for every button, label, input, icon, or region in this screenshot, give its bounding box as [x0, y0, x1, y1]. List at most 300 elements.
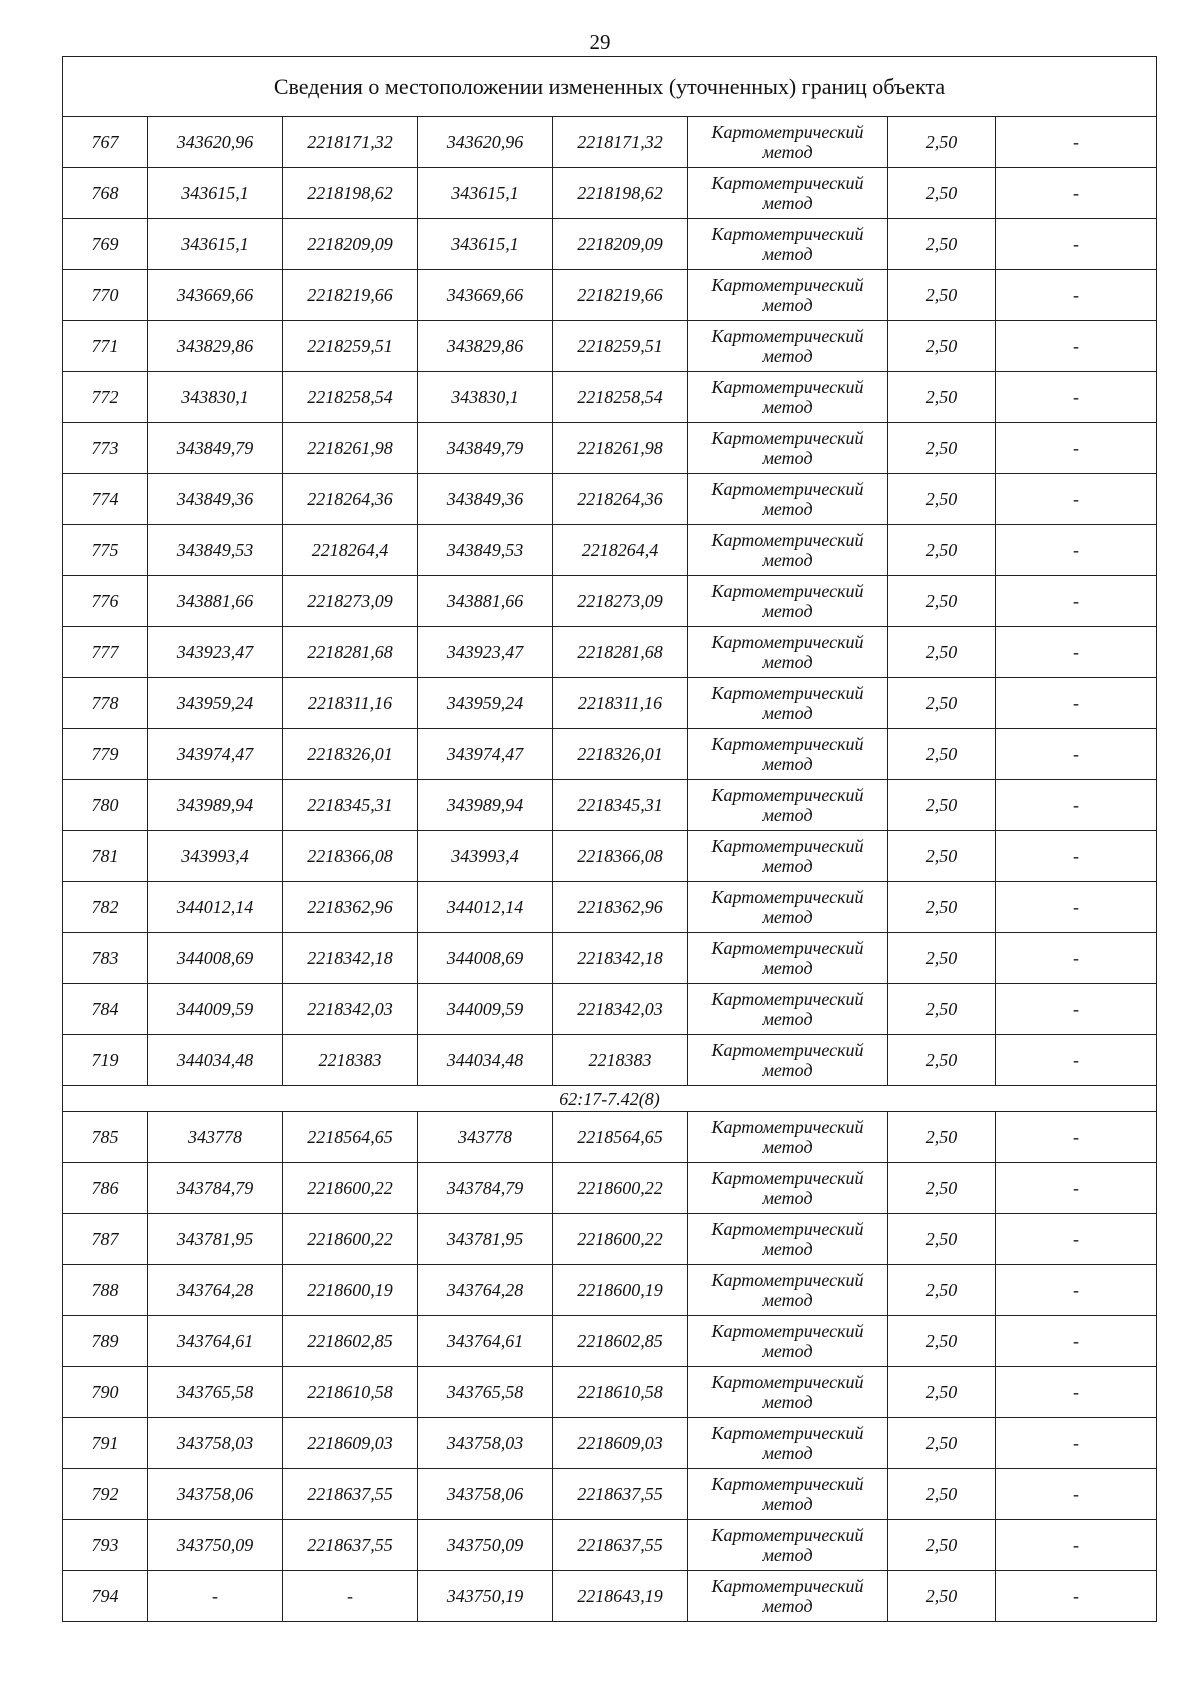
table-row — [63, 1214, 1157, 1265]
y-refined-cell: 2218564,65 — [553, 1112, 688, 1163]
note-cell: - — [996, 933, 1157, 984]
x-refined-cell: 343764,61 — [418, 1316, 553, 1367]
accuracy-cell: 2,50 — [888, 219, 996, 270]
note-cell: - — [996, 423, 1157, 474]
table-row — [63, 780, 1157, 831]
method-line-2: метод — [762, 907, 813, 927]
table-row — [63, 1571, 1157, 1622]
x-refined-cell: 343758,06 — [418, 1469, 553, 1520]
x-existing-cell: 343849,79 — [148, 423, 283, 474]
y-existing-cell: 2218311,16 — [283, 678, 418, 729]
x-existing-cell: - — [148, 1571, 283, 1622]
accuracy-cell: 2,50 — [888, 1418, 996, 1469]
x-existing-cell: 343615,1 — [148, 219, 283, 270]
point-number-cell: 788 — [63, 1265, 148, 1316]
method-cell — [688, 933, 888, 984]
point-number-cell: 782 — [63, 882, 148, 933]
note-cell: - — [996, 270, 1157, 321]
table-row — [63, 1367, 1157, 1418]
table-row — [63, 423, 1157, 474]
method-cell — [688, 168, 888, 219]
x-existing-cell: 344008,69 — [148, 933, 283, 984]
accuracy-cell: 2,50 — [888, 1469, 996, 1520]
point-number-cell: 767 — [63, 117, 148, 168]
method-line-1: Картометрический — [711, 785, 864, 805]
point-number-cell: 719 — [63, 1035, 148, 1086]
y-existing-cell: 2218637,55 — [283, 1469, 418, 1520]
y-refined-cell: 2218602,85 — [553, 1316, 688, 1367]
accuracy-cell: 2,50 — [888, 1035, 996, 1086]
x-refined-cell: 343784,79 — [418, 1163, 553, 1214]
y-refined-cell: 2218637,55 — [553, 1520, 688, 1571]
y-refined-cell: 2218362,96 — [553, 882, 688, 933]
y-refined-cell: 2218264,4 — [553, 525, 688, 576]
y-refined-cell: 2218258,54 — [553, 372, 688, 423]
accuracy-cell: 2,50 — [888, 1265, 996, 1316]
method-line-1: Картометрический — [711, 377, 864, 397]
method-line-1: Картометрический — [711, 632, 864, 652]
x-refined-cell: 343829,86 — [418, 321, 553, 372]
note-cell: - — [996, 474, 1157, 525]
point-number-cell: 770 — [63, 270, 148, 321]
method-line-1: Картометрический — [711, 1168, 864, 1188]
note-cell: - — [996, 1214, 1157, 1265]
method-line-2: метод — [762, 550, 813, 570]
note-cell: - — [996, 1112, 1157, 1163]
method-cell — [688, 270, 888, 321]
x-refined-cell: 343849,79 — [418, 423, 553, 474]
x-refined-cell: 343959,24 — [418, 678, 553, 729]
table-row — [63, 1265, 1157, 1316]
accuracy-cell: 2,50 — [888, 1571, 996, 1622]
method-cell — [688, 525, 888, 576]
table-row — [63, 576, 1157, 627]
method-line-1: Картометрический — [711, 1474, 864, 1494]
note-cell: - — [996, 984, 1157, 1035]
x-existing-cell: 343764,61 — [148, 1316, 283, 1367]
x-existing-cell: 343881,66 — [148, 576, 283, 627]
method-line-2: метод — [762, 295, 813, 315]
method-line-2: метод — [762, 1137, 813, 1157]
accuracy-cell: 2,50 — [888, 627, 996, 678]
method-line-2: метод — [762, 499, 813, 519]
note-cell: - — [996, 627, 1157, 678]
note-cell: - — [996, 729, 1157, 780]
method-line-1: Картометрический — [711, 1525, 864, 1545]
y-existing-cell: 2218362,96 — [283, 882, 418, 933]
y-existing-cell: 2218602,85 — [283, 1316, 418, 1367]
x-refined-cell: 344009,59 — [418, 984, 553, 1035]
point-number-cell: 779 — [63, 729, 148, 780]
accuracy-cell: 2,50 — [888, 933, 996, 984]
y-refined-cell: 2218273,09 — [553, 576, 688, 627]
table-row — [63, 984, 1157, 1035]
point-number-cell: 774 — [63, 474, 148, 525]
method-line-2: метод — [762, 1290, 813, 1310]
note-cell: - — [996, 576, 1157, 627]
method-cell — [688, 372, 888, 423]
method-line-1: Картометрический — [711, 479, 864, 499]
method-cell — [688, 1367, 888, 1418]
accuracy-cell: 2,50 — [888, 1112, 996, 1163]
method-line-2: метод — [762, 1392, 813, 1412]
x-refined-cell: 343849,53 — [418, 525, 553, 576]
y-existing-cell: 2218171,32 — [283, 117, 418, 168]
method-line-2: метод — [762, 652, 813, 672]
y-existing-cell: 2218264,36 — [283, 474, 418, 525]
table-row — [63, 1163, 1157, 1214]
accuracy-cell: 2,50 — [888, 270, 996, 321]
table-row — [63, 168, 1157, 219]
method-line-2: метод — [762, 958, 813, 978]
method-cell — [688, 321, 888, 372]
y-existing-cell: 2218342,18 — [283, 933, 418, 984]
accuracy-cell: 2,50 — [888, 525, 996, 576]
note-cell: - — [996, 1163, 1157, 1214]
point-number-cell: 786 — [63, 1163, 148, 1214]
y-existing-cell: 2218637,55 — [283, 1520, 418, 1571]
accuracy-cell: 2,50 — [888, 1163, 996, 1214]
point-number-cell: 768 — [63, 168, 148, 219]
section-header-row — [63, 1086, 1157, 1112]
x-existing-cell: 343758,03 — [148, 1418, 283, 1469]
method-cell — [688, 1214, 888, 1265]
point-number-cell: 793 — [63, 1520, 148, 1571]
x-existing-cell: 343778 — [148, 1112, 283, 1163]
method-line-2: метод — [762, 1545, 813, 1565]
x-refined-cell: 343615,1 — [418, 219, 553, 270]
method-line-2: метод — [762, 1239, 813, 1259]
note-cell: - — [996, 1035, 1157, 1086]
table-row — [63, 1418, 1157, 1469]
method-line-1: Картометрический — [711, 683, 864, 703]
x-existing-cell: 343781,95 — [148, 1214, 283, 1265]
x-existing-cell: 344012,14 — [148, 882, 283, 933]
y-refined-cell: 2218261,98 — [553, 423, 688, 474]
x-refined-cell: 343923,47 — [418, 627, 553, 678]
method-cell — [688, 729, 888, 780]
method-line-2: метод — [762, 1060, 813, 1080]
method-line-1: Картометрический — [711, 734, 864, 754]
x-existing-cell: 343849,36 — [148, 474, 283, 525]
y-refined-cell: 2218600,22 — [553, 1214, 688, 1265]
method-cell — [688, 1163, 888, 1214]
method-line-2: метод — [762, 244, 813, 264]
section-label: 62:17-7.42(8) — [63, 1086, 1157, 1112]
accuracy-cell: 2,50 — [888, 321, 996, 372]
y-existing-cell: 2218209,09 — [283, 219, 418, 270]
method-line-2: метод — [762, 448, 813, 468]
page-number: 29 — [589, 30, 611, 54]
method-cell — [688, 780, 888, 831]
point-number-cell: 784 — [63, 984, 148, 1035]
x-existing-cell: 343784,79 — [148, 1163, 283, 1214]
method-line-1: Картометрический — [711, 275, 864, 295]
table-row — [63, 270, 1157, 321]
method-line-2: метод — [762, 193, 813, 213]
x-existing-cell: 343829,86 — [148, 321, 283, 372]
method-cell — [688, 1112, 888, 1163]
method-cell — [688, 1316, 888, 1367]
point-number-cell: 789 — [63, 1316, 148, 1367]
method-cell — [688, 474, 888, 525]
y-refined-cell: 2218219,66 — [553, 270, 688, 321]
table-row — [63, 831, 1157, 882]
x-refined-cell: 343615,1 — [418, 168, 553, 219]
y-refined-cell: 2218326,01 — [553, 729, 688, 780]
y-existing-cell: 2218600,22 — [283, 1214, 418, 1265]
method-cell — [688, 984, 888, 1035]
method-cell — [688, 882, 888, 933]
method-line-2: метод — [762, 856, 813, 876]
x-refined-cell: 343620,96 — [418, 117, 553, 168]
table-row — [63, 525, 1157, 576]
method-cell — [688, 678, 888, 729]
method-line-2: метод — [762, 346, 813, 366]
table-row — [63, 1520, 1157, 1571]
table-title: Сведения о местоположении измененных (уточненных) границ объекта — [63, 57, 1157, 117]
note-cell: - — [996, 1367, 1157, 1418]
method-line-2: метод — [762, 1443, 813, 1463]
table-row — [63, 372, 1157, 423]
accuracy-cell: 2,50 — [888, 831, 996, 882]
accuracy-cell: 2,50 — [888, 474, 996, 525]
y-refined-cell: 2218345,31 — [553, 780, 688, 831]
table-title-row — [63, 57, 1157, 117]
accuracy-cell: 2,50 — [888, 1520, 996, 1571]
y-existing-cell: - — [283, 1571, 418, 1622]
note-cell: - — [996, 525, 1157, 576]
method-line-1: Картометрический — [711, 989, 864, 1009]
table-row — [63, 117, 1157, 168]
x-refined-cell: 343849,36 — [418, 474, 553, 525]
note-cell: - — [996, 1316, 1157, 1367]
accuracy-cell: 2,50 — [888, 1367, 996, 1418]
x-refined-cell: 343750,19 — [418, 1571, 553, 1622]
x-existing-cell: 343993,4 — [148, 831, 283, 882]
method-cell — [688, 1418, 888, 1469]
x-refined-cell: 343989,94 — [418, 780, 553, 831]
method-line-2: метод — [762, 703, 813, 723]
method-cell — [688, 117, 888, 168]
y-refined-cell: 2218366,08 — [553, 831, 688, 882]
point-number-cell: 777 — [63, 627, 148, 678]
x-refined-cell: 343758,03 — [418, 1418, 553, 1469]
x-refined-cell: 343669,66 — [418, 270, 553, 321]
note-cell: - — [996, 678, 1157, 729]
x-existing-cell: 343959,24 — [148, 678, 283, 729]
point-number-cell: 769 — [63, 219, 148, 270]
x-existing-cell: 343830,1 — [148, 372, 283, 423]
note-cell: - — [996, 1418, 1157, 1469]
note-cell: - — [996, 372, 1157, 423]
note-cell: - — [996, 168, 1157, 219]
y-refined-cell: 2218209,09 — [553, 219, 688, 270]
method-line-1: Картометрический — [711, 1321, 864, 1341]
note-cell: - — [996, 1571, 1157, 1622]
x-refined-cell: 343781,95 — [418, 1214, 553, 1265]
point-number-cell: 790 — [63, 1367, 148, 1418]
table-row — [63, 321, 1157, 372]
note-cell: - — [996, 117, 1157, 168]
table-row — [63, 678, 1157, 729]
point-number-cell: 792 — [63, 1469, 148, 1520]
y-refined-cell: 2218342,03 — [553, 984, 688, 1035]
y-existing-cell: 2218258,54 — [283, 372, 418, 423]
method-line-1: Картометрический — [711, 1576, 864, 1596]
x-refined-cell: 343881,66 — [418, 576, 553, 627]
x-refined-cell: 343993,4 — [418, 831, 553, 882]
method-cell — [688, 627, 888, 678]
table-row — [63, 1035, 1157, 1086]
note-cell: - — [996, 882, 1157, 933]
boundary-coordinates-table — [62, 56, 1157, 1622]
method-line-2: метод — [762, 601, 813, 621]
accuracy-cell: 2,50 — [888, 984, 996, 1035]
x-refined-cell: 344008,69 — [418, 933, 553, 984]
point-number-cell: 785 — [63, 1112, 148, 1163]
x-existing-cell: 343764,28 — [148, 1265, 283, 1316]
y-existing-cell: 2218345,31 — [283, 780, 418, 831]
method-line-1: Картометрический — [711, 1117, 864, 1137]
accuracy-cell: 2,50 — [888, 423, 996, 474]
y-existing-cell: 2218609,03 — [283, 1418, 418, 1469]
x-existing-cell: 343923,47 — [148, 627, 283, 678]
x-existing-cell: 343989,94 — [148, 780, 283, 831]
table-row — [63, 627, 1157, 678]
method-cell — [688, 576, 888, 627]
method-line-1: Картометрический — [711, 581, 864, 601]
y-refined-cell: 2218198,62 — [553, 168, 688, 219]
point-number-cell: 775 — [63, 525, 148, 576]
x-refined-cell: 343764,28 — [418, 1265, 553, 1316]
point-number-cell: 776 — [63, 576, 148, 627]
accuracy-cell: 2,50 — [888, 882, 996, 933]
method-line-1: Картометрический — [711, 1423, 864, 1443]
x-existing-cell: 343620,96 — [148, 117, 283, 168]
method-line-2: метод — [762, 805, 813, 825]
point-number-cell: 791 — [63, 1418, 148, 1469]
method-line-1: Картометрический — [711, 326, 864, 346]
x-refined-cell: 343974,47 — [418, 729, 553, 780]
x-refined-cell: 343765,58 — [418, 1367, 553, 1418]
method-line-2: метод — [762, 1596, 813, 1616]
x-existing-cell: 343758,06 — [148, 1469, 283, 1520]
y-existing-cell: 2218342,03 — [283, 984, 418, 1035]
method-line-2: метод — [762, 1009, 813, 1029]
table-row — [63, 474, 1157, 525]
method-line-2: метод — [762, 1188, 813, 1208]
accuracy-cell: 2,50 — [888, 576, 996, 627]
point-number-cell: 781 — [63, 831, 148, 882]
y-refined-cell: 2218281,68 — [553, 627, 688, 678]
x-refined-cell: 344012,14 — [418, 882, 553, 933]
note-cell: - — [996, 780, 1157, 831]
note-cell: - — [996, 1265, 1157, 1316]
x-refined-cell: 343778 — [418, 1112, 553, 1163]
point-number-cell: 783 — [63, 933, 148, 984]
method-line-1: Картометрический — [711, 1040, 864, 1060]
method-cell — [688, 1520, 888, 1571]
method-line-2: метод — [762, 754, 813, 774]
x-existing-cell: 343615,1 — [148, 168, 283, 219]
point-number-cell: 773 — [63, 423, 148, 474]
method-line-1: Картометрический — [711, 938, 864, 958]
y-refined-cell: 2218171,32 — [553, 117, 688, 168]
method-line-1: Картометрический — [711, 122, 864, 142]
note-cell: - — [996, 219, 1157, 270]
table-row — [63, 933, 1157, 984]
point-number-cell: 787 — [63, 1214, 148, 1265]
note-cell: - — [996, 321, 1157, 372]
table-body — [63, 57, 1157, 1622]
x-existing-cell: 343974,47 — [148, 729, 283, 780]
point-number-cell: 780 — [63, 780, 148, 831]
method-line-1: Картометрический — [711, 836, 864, 856]
y-existing-cell: 2218366,08 — [283, 831, 418, 882]
x-refined-cell: 343830,1 — [418, 372, 553, 423]
y-refined-cell: 2218600,19 — [553, 1265, 688, 1316]
point-number-cell: 778 — [63, 678, 148, 729]
y-refined-cell: 2218264,36 — [553, 474, 688, 525]
method-line-1: Картометрический — [711, 1219, 864, 1239]
method-cell — [688, 1035, 888, 1086]
note-cell: - — [996, 1520, 1157, 1571]
method-line-1: Картометрический — [711, 887, 864, 907]
point-number-cell: 772 — [63, 372, 148, 423]
y-existing-cell: 2218281,68 — [283, 627, 418, 678]
method-line-1: Картометрический — [711, 1270, 864, 1290]
method-line-1: Картометрический — [711, 1372, 864, 1392]
method-cell — [688, 1571, 888, 1622]
method-line-1: Картометрический — [711, 530, 864, 550]
y-existing-cell: 2218273,09 — [283, 576, 418, 627]
method-line-2: метод — [762, 397, 813, 417]
y-refined-cell: 2218610,58 — [553, 1367, 688, 1418]
x-refined-cell: 344034,48 — [418, 1035, 553, 1086]
y-existing-cell: 2218198,62 — [283, 168, 418, 219]
x-existing-cell: 344034,48 — [148, 1035, 283, 1086]
x-existing-cell: 344009,59 — [148, 984, 283, 1035]
y-refined-cell: 2218600,22 — [553, 1163, 688, 1214]
x-existing-cell: 343765,58 — [148, 1367, 283, 1418]
table-row — [63, 1469, 1157, 1520]
method-cell — [688, 423, 888, 474]
point-number-cell: 794 — [63, 1571, 148, 1622]
y-refined-cell: 2218637,55 — [553, 1469, 688, 1520]
y-refined-cell: 2218311,16 — [553, 678, 688, 729]
method-line-2: метод — [762, 142, 813, 162]
accuracy-cell: 2,50 — [888, 168, 996, 219]
y-existing-cell: 2218219,66 — [283, 270, 418, 321]
method-line-1: Картометрический — [711, 224, 864, 244]
method-cell — [688, 1265, 888, 1316]
y-existing-cell: 2218383 — [283, 1035, 418, 1086]
note-cell: - — [996, 1469, 1157, 1520]
x-existing-cell: 343750,09 — [148, 1520, 283, 1571]
y-existing-cell: 2218264,4 — [283, 525, 418, 576]
method-line-2: метод — [762, 1494, 813, 1514]
accuracy-cell: 2,50 — [888, 678, 996, 729]
accuracy-cell: 2,50 — [888, 780, 996, 831]
y-refined-cell: 2218643,19 — [553, 1571, 688, 1622]
y-refined-cell: 2218609,03 — [553, 1418, 688, 1469]
x-existing-cell: 343669,66 — [148, 270, 283, 321]
point-number-cell: 771 — [63, 321, 148, 372]
y-existing-cell: 2218261,98 — [283, 423, 418, 474]
method-line-1: Картометрический — [711, 428, 864, 448]
accuracy-cell: 2,50 — [888, 1316, 996, 1367]
